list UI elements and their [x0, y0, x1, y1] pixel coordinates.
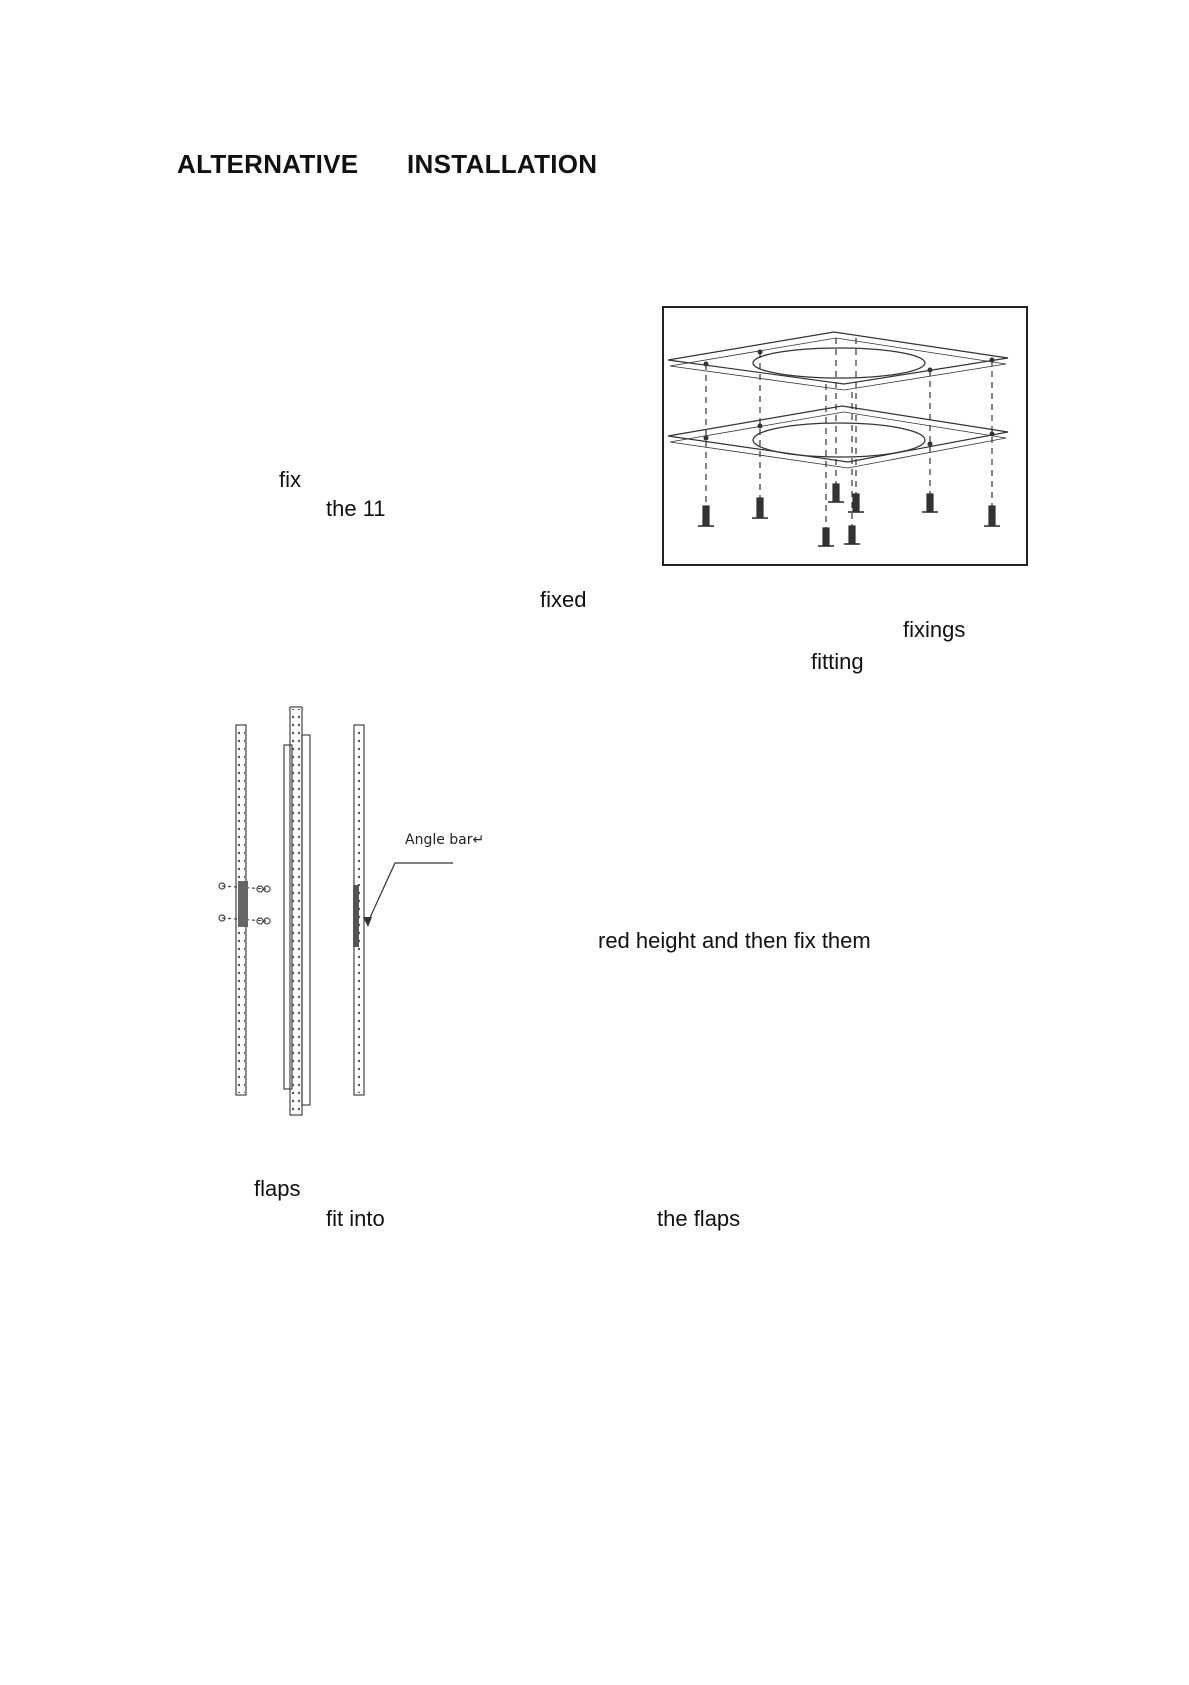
text-fixed: fixed: [540, 587, 587, 612]
text-fitting: fitting: [811, 649, 864, 674]
angle-bar-label: Angle bar↵: [405, 832, 485, 848]
text-red-height: red height and then fix them: [598, 928, 871, 953]
text-the-flaps: the flaps: [657, 1206, 741, 1231]
ceiling-bracket-plates-illustration: [662, 306, 1028, 566]
heading-alternative: ALTERNATIVE: [177, 149, 359, 179]
text-flaps: flaps: [254, 1176, 301, 1201]
text-fix: fix: [279, 467, 301, 492]
text-fit-into: fit into: [326, 1206, 385, 1231]
text-the-11: the 11: [326, 496, 386, 521]
heading-installation: INSTALLATION: [407, 149, 598, 179]
text-fixings: fixings: [903, 617, 966, 642]
angle-bar-columns-illustration: [200, 705, 500, 1125]
